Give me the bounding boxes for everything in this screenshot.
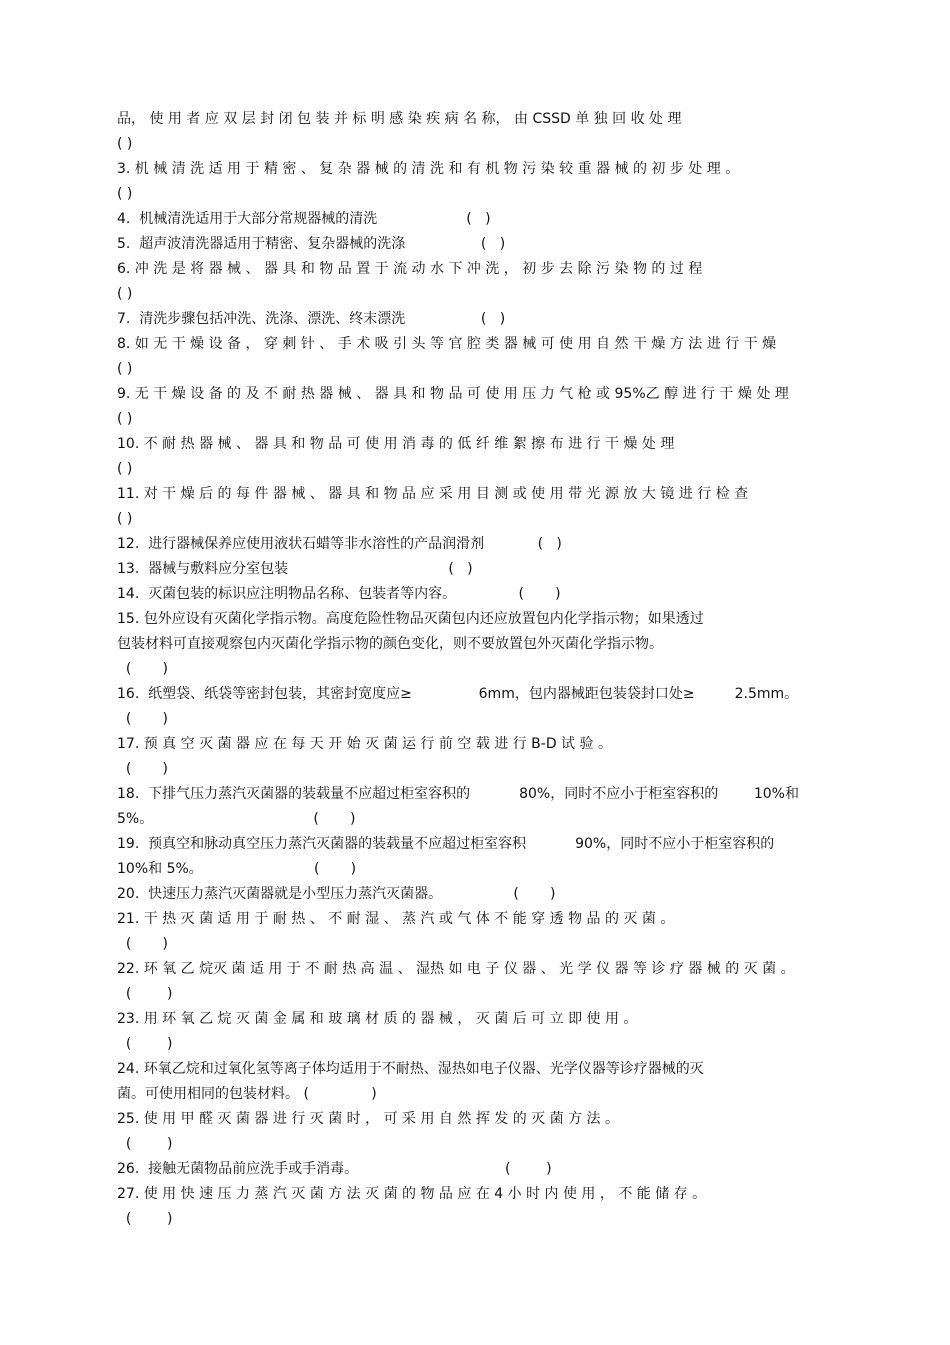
- question-16: 16. 纸塑袋、纸袋等密封包装，其密封宽度应≥ 6mm，包内器械距包装袋封口处≥ 2.5mm。: [117, 686, 799, 702]
- answer-paren: ( ): [117, 461, 133, 477]
- question-23: 23. 用 环 氧 乙 烷 灭 菌 金 属 和 玻 璃 材 质 的 器 械 ， 灭 菌 后 可 立 即 使 用 。: [117, 1011, 638, 1027]
- question-15: 15. 包外应设有灭菌化学指示物。高度危险性物品灭菌包内还应放置包内化学指示物；如果透过: [117, 611, 704, 627]
- question-14: 14. 灭菌包装的标识应注明物品名称、包装者等内容。 ( ): [117, 586, 561, 602]
- question-19-continued: 10%和 5%。 ( ): [117, 861, 357, 877]
- question-3: 3. 机 械 清 洗 适 用 于 精 密 、 复 杂 器 械 的 清 洗 和 有 机 物 污 染 较 重 器 械 的 初 步 处 理 。: [117, 161, 740, 177]
- question-17: 17. 预 真 空 灭 菌 器 应 在 每 天 开 始 灭 菌 运 行 前 空 载 进 行 B-D 试 验 。: [117, 736, 612, 752]
- question-11: 11. 对 干 燥 后 的 每 件 器 械 、 器 具 和 物 品 应 采 用 目 测 或 使 用 带 光 源 放 大 镜 进 行 检 查: [117, 486, 749, 502]
- question-26: 26. 接触无菌物品前应洗手或手消毒。 ( ): [117, 1161, 552, 1177]
- question-24-continued: 菌。可使用相同的包装材料。 ( ): [117, 1086, 377, 1102]
- question-21: 21. 干 热 灭 菌 适 用 于 耐 热 、 不 耐 湿 、 蒸 汽 或 气 体 不 能 穿 透 物 品 的 灭 菌 。: [117, 911, 675, 927]
- question-5: 5. 超声波清洗器适用于精密、复杂器械的洗涤 ( ): [117, 236, 506, 252]
- question-8: 8. 如 无 干 燥 设 备 ， 穿 刺 针 、 手 术 吸 引 头 等 官 腔 类 器 械 可 使 用 自 然 干 燥 方 法 进 行 干 燥: [117, 336, 777, 352]
- question-24: 24. 环氧乙烷和过氧化氢等离子体均适用于不耐热、湿热如电子仪器、光学仪器等诊疗器械的灭: [117, 1061, 704, 1077]
- question-25: 25. 使 用 甲 醛 灭 菌 器 进 行 灭 菌 时 ， 可 采 用 自 然 挥 发 的 灭 菌 方 法 。: [117, 1111, 619, 1127]
- question-19: 19. 预真空和脉动真空压力蒸汽灭菌器的装载量不应超过柜室容积 90%，同时不应小于柜室容积的: [117, 836, 775, 852]
- answer-paren: ( ): [117, 136, 133, 152]
- question-22: 22. 环 氧 乙 烷灭 菌 适 用 于 不 耐 热 高 温 、 湿热 如 电 子 仪 器 、 光 学 仪 器 等 诊 疗 器 械 的 灭 菌 。: [117, 961, 795, 977]
- question-12: 12. 进行器械保养应使用液状石蜡等非水溶性的产品润滑剂 ( ): [117, 536, 562, 552]
- answer-paren: ( ): [117, 511, 133, 527]
- question-10: 10. 不 耐 热 器 械 、 器 具 和 物 品 可 使 用 消 毒 的 低 纤 维 絮 擦 布 进 行 干 燥 处 理: [117, 436, 675, 452]
- answer-paren: ( ): [117, 711, 168, 727]
- question-4: 4. 机械清洗适用于大部分常规器械的清洗 ( ): [117, 211, 491, 227]
- answer-paren: ( ): [117, 411, 133, 427]
- answer-paren: ( ): [117, 186, 133, 202]
- answer-paren: ( ): [117, 361, 133, 377]
- question-9: 9. 无 干 燥 设 备 的 及 不 耐 热 器 械 、 器 具 和 物 品 可 使 用 压 力 气 枪 或 95%乙 醇 进 行 干 燥 处 理: [117, 386, 789, 402]
- question-7: 7. 清洗步骤包括冲洗、洗涤、漂洗、终末漂洗 ( ): [117, 311, 506, 327]
- answer-paren: ( ): [117, 1036, 173, 1052]
- question-list: [117, 107, 833, 1232]
- question-18-continued: 5%。 ( ): [117, 811, 356, 827]
- question-13: 13. 器械与敷料应分室包装 ( ): [117, 561, 473, 577]
- answer-paren: ( ): [117, 936, 168, 952]
- text-line-1: 品， 使 用 者 应 双 层 封 闭 包 装 并 标 明 感 染 疾 病 名 称， 由 CSSD 单 独 回 收 处 理: [117, 111, 682, 127]
- question-18: 18. 下排气压力蒸汽灭菌器的装载量不应超过柜室容积的 80%，同时不应小于柜室容积的 10%和: [117, 786, 799, 802]
- answer-paren: ( ): [117, 661, 168, 677]
- answer-paren: ( ): [117, 1211, 173, 1227]
- question-20: 20. 快速压力蒸汽灭菌器就是小型压力蒸汽灭菌器。 ( ): [117, 886, 556, 902]
- question-6: 6. 冲 洗 是 将 器 械 、 器 具 和 物 品 置 于 流 动 水 下 冲 洗 ， 初 步 去 除 污 染 物 的 过 程: [117, 261, 703, 277]
- answer-paren: ( ): [117, 761, 168, 777]
- answer-paren: ( ): [117, 986, 173, 1002]
- question-27: 27. 使 用 快 速 压 力 蒸 汽 灭 菌 方 法 灭 菌 的 物 品 应 在 4 小 时 内 使 用 ， 不 能 储 存 。: [117, 1186, 707, 1202]
- question-15-continued: 包装材料可直接观察包内灭菌化学指示物的颜色变化，则不要放置包外灭菌化学指示物。: [117, 636, 663, 652]
- answer-paren: ( ): [117, 286, 133, 302]
- answer-paren: ( ): [117, 1136, 173, 1152]
